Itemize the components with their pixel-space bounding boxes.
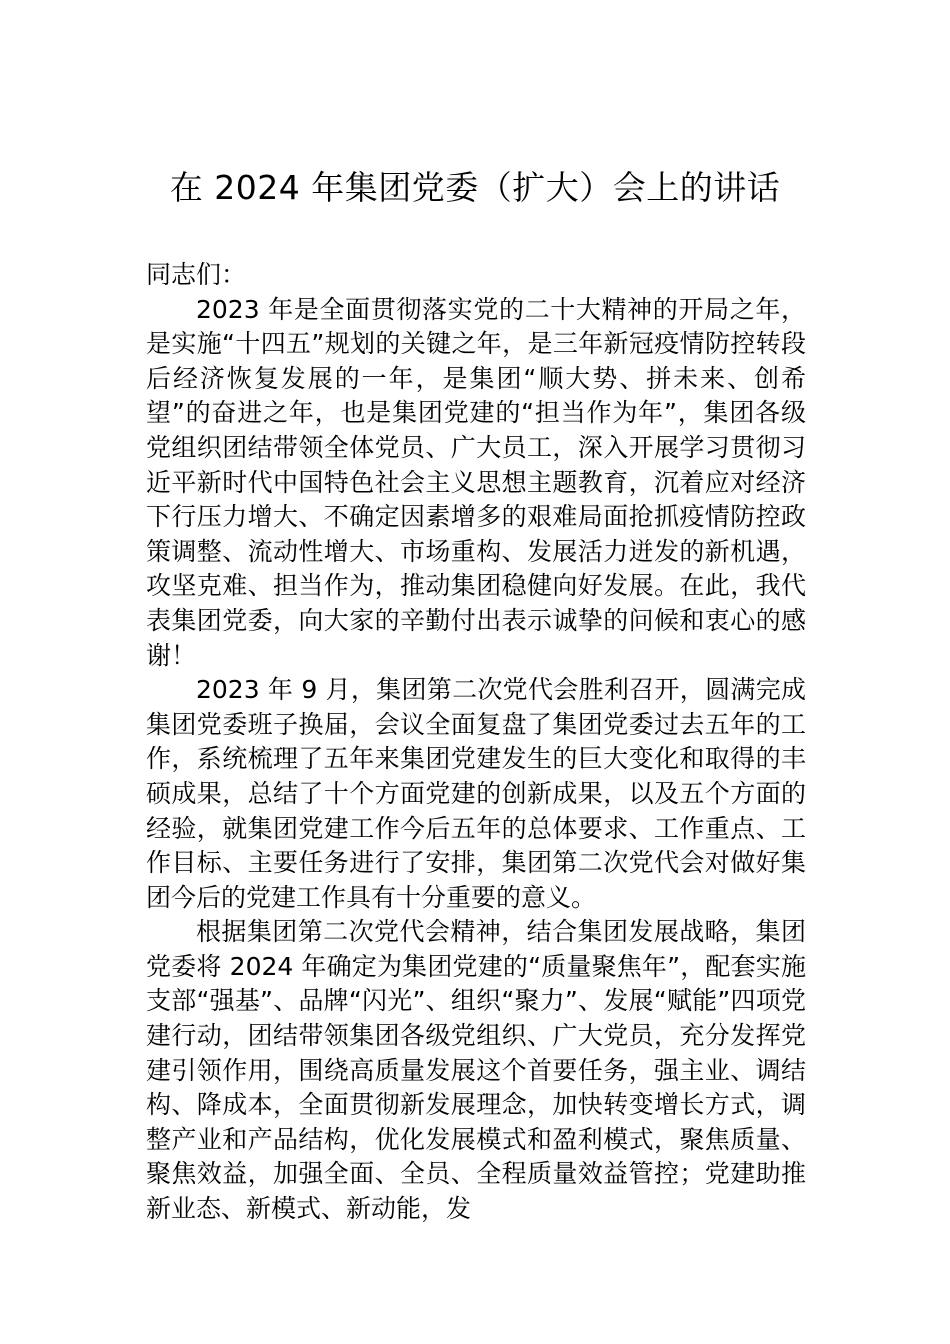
- paragraph-1: 2023 年是全面贯彻落实党的二十大精神的开局之年，是实施“十四五”规划的关键之年，是三年新冠疫情防控转段后经济恢复发展的一年，是集团“顺大势、拼未来、创希望”的奋进之年，也是集团党建的“担当作为年”，集团各级党组织团结带领全体党员、广大员工，深入开展学习贯彻习近平新时代中国特色社会主义思想主题教育，沉着应对经济下行压力增大、不确定因素增多的艰难局面抢抓疫情防控政策调整、流动性增大、市场重构、发展活力迸发的新机遇，攻坚克难、担当作为，推动集团稳健向好发展。在此，我代表集团党委，向大家的辛勤付出表示诚挚的问候和衷心的感谢！: [146, 294, 806, 670]
- paragraph-2: 2023 年 9 月，集团第二次党代会胜利召开，圆满完成集团党委班子换届，会议全面复盘了集团党委过去五年的工作，系统梳理了五年来集团党建发生的巨大变化和取得的丰硕成果，总结了十个方面党建的创新成果，以及五个方面的经验，就集团党建工作今后五年的总体要求、工作重点、工作目标、主要任务进行了安排，集团第二次党代会对做好集团今后的党建工作具有十分重要的意义。: [146, 675, 806, 912]
- paragraph-3: 根据集团第二次党代会精神，结合集团发展战略，集团党委将 2024 年确定为集团党建的“质量聚焦年”，配套实施支部“强基”、品牌“闪光”、组织“聚力”、发展“赋能”四项党建行动，团结带领集团各级党组织、广大党员，充分发挥党建引领作用，围绕高质量发展这个首要任务，强主业、调结构、降成本，全面贯彻新发展理念，加快转变增长方式，调整产业和产品结构，优化发展模式和盈利模式，聚焦质量、聚焦效益，加强全面、全员、全程质量效益管控；党建助推新业态、新模式、新动能，发: [146, 917, 806, 1224]
- salutation: 同志们：: [146, 260, 247, 289]
- document-title: 在 2024 年集团党委（扩大）会上的讲话: [169, 168, 781, 207]
- document-body: [146, 258, 806, 1227]
